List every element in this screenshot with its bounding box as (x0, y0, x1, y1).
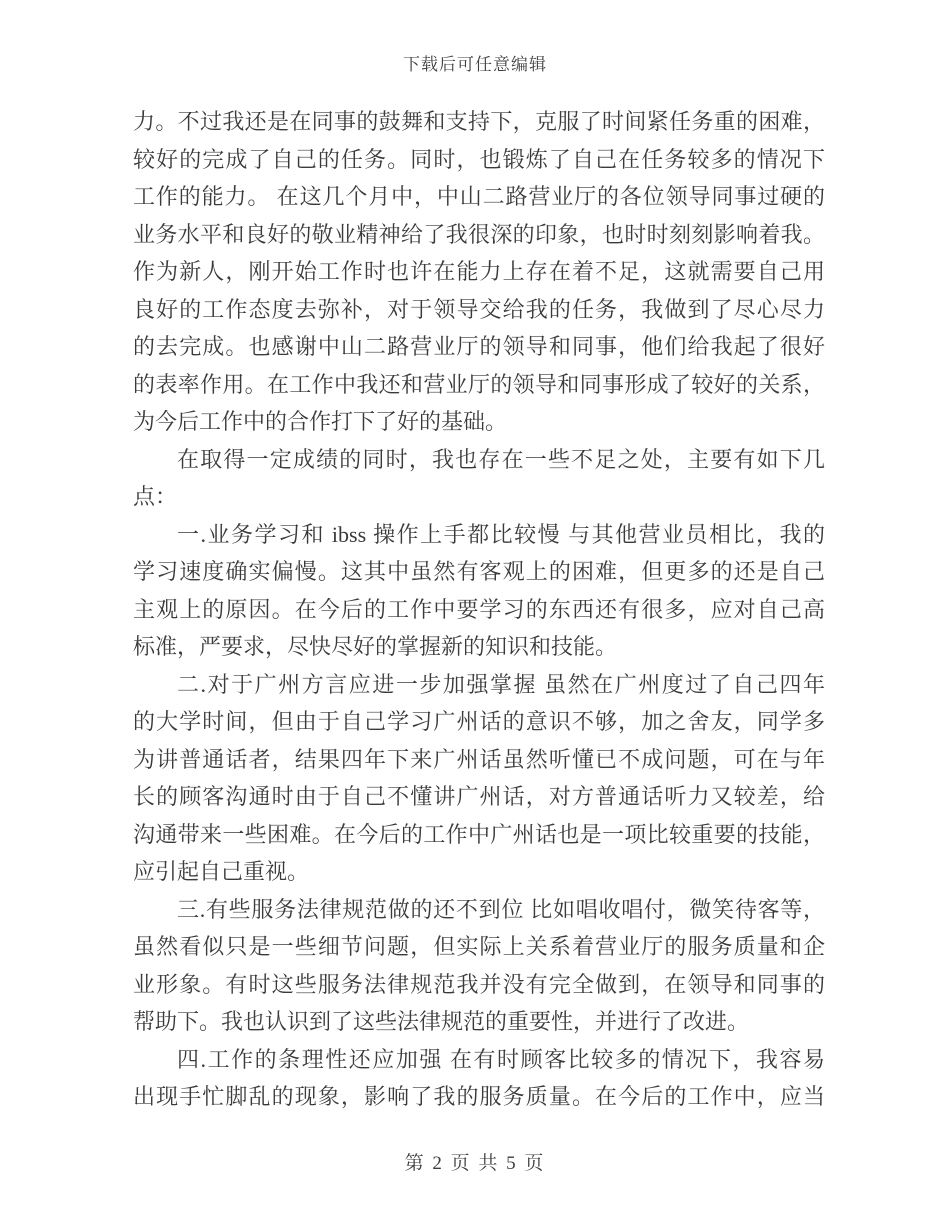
text-line: 业务水平和良好的敬业精神给了我很深的印象，也时时刻刻影响着我。 (133, 221, 825, 247)
text-line: 的去完成。也感谢中山二路营业厅的领导和同事，他们给我起了很好 (133, 334, 825, 359)
document-header (0, 50, 950, 75)
document-footer (0, 1148, 950, 1175)
document-body (133, 103, 825, 1116)
text-line: 良好的工作态度去弥补，对于领导交给我的任务，我做到了尽心尽力 (133, 296, 825, 322)
text-line: 应引起自己重视。 (133, 859, 310, 884)
text-line: 标准，严要求，尽快尽好的掌握新的知识和技能。 (133, 634, 618, 659)
text-line: 沟通带来一些困难。在今后的工作中广州话也是一项比较重要的技能， (133, 821, 825, 847)
text-line: 为今后工作中的合作打下了好的基础。 (133, 409, 508, 434)
text-line: 作为新人，刚开始工作时也许在能力上存在着不足，这就需要自己用 (133, 259, 825, 284)
text-line: 较好的完成了自己的任务。同时，也锻炼了自己在任务较多的情况下 (133, 146, 825, 172)
text-line: 为讲普通话者，结果四年下来广州话虽然听懂已不成问题，可在与年 (133, 746, 825, 772)
text-line: 业形象。有时这些服务法律规范我并没有完全做到，在领导和同事的 (133, 971, 825, 997)
text-line: 长的顾客沟通时由于自己不懂讲广州话，对方普通话听力又较差，给 (133, 784, 825, 809)
text-line: 工作的能力。 在这几个月中，中山二路营业厅的各位领导同事过硬的 (133, 184, 825, 209)
text-line: 力。不过我还是在同事的鼓舞和支持下，克服了时间紧任务重的困难， (133, 109, 825, 134)
text-line: 二.对于广州方言应进一步加强掌握 虽然在广州度过了自己四年 (177, 671, 825, 697)
text-line: 帮助下。我也认识到了这些法律规范的重要性，并进行了改进。 (133, 1009, 750, 1034)
text-line: 主观上的原因。在今后的工作中要学习的东西还有很多，应对自己高 (133, 596, 825, 622)
text-line: 学习速度确实偏慢。这其中虽然有客观上的困难，但更多的还是自己 (133, 559, 825, 584)
text-line: 出现手忙脚乱的现象，影响了我的服务质量。在今后的工作中，应当 (133, 1084, 825, 1109)
text-line: 一.业务学习和 ibss 操作上手都比较慢 与其他营业员相比，我的 (177, 521, 825, 547)
page-number-label: 第 2 页 共 5 页 (404, 1153, 546, 1174)
text-line: 三.有些服务法律规范做的还不到位 比如唱收唱付，微笑待客等， (177, 896, 825, 922)
text-line: 在取得一定成绩的同时，我也存在一些不足之处，主要有如下几 (177, 446, 825, 472)
watermark-text: 下载后可任意编辑 (403, 55, 547, 74)
text-line: 的大学时间，但由于自己学习广州话的意识不够，加之舍友，同学多 (133, 709, 825, 734)
text-line: 点： (133, 484, 178, 509)
text-line: 的表率作用。在工作中我还和营业厅的领导和同事形成了较好的关系， (133, 371, 825, 397)
text-line: 虽然看似只是一些细节问题，但实际上关系着营业厅的服务质量和企 (133, 934, 825, 959)
text-line: 四.工作的条理性还应加强 在有时顾客比较多的情况下，我容易 (177, 1046, 825, 1072)
